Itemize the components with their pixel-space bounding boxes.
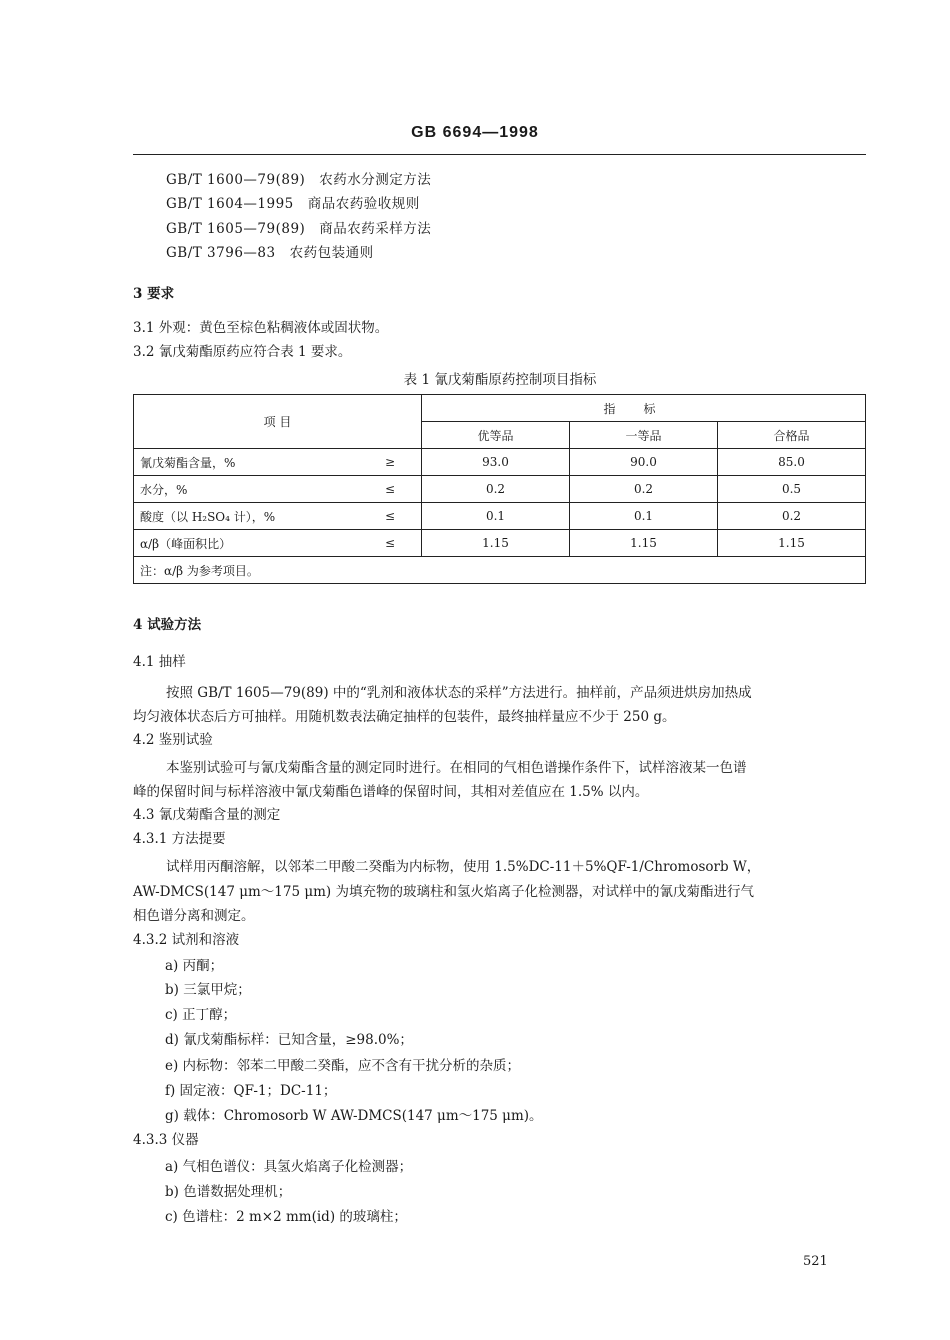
table-row	[134, 449, 866, 476]
section-3-heading: 3 要求	[133, 286, 175, 302]
list-item: e) 内标物：邻苯二甲酸二癸酯，应不含有干扰分析的杂质；	[165, 1058, 521, 1074]
row-name: 水分，%	[134, 476, 360, 503]
reference-title: 农药包装通则	[289, 245, 374, 261]
clause-4-3-3: 4.3.3 仪器	[133, 1132, 199, 1148]
row-symbol: ≤	[359, 530, 422, 557]
clause-4-3: 4.3 氰戊菊酯含量的测定	[133, 807, 281, 823]
row-name: 氰戊菊酯含量，%	[134, 449, 360, 476]
grade-header: 一等品	[570, 422, 718, 449]
list-item: f) 固定液：QF-1；DC-11；	[165, 1083, 337, 1099]
indicator-header: 指标	[422, 395, 866, 422]
row-value: 1.15	[570, 530, 718, 557]
list-item: b) 三氯甲烷；	[165, 982, 251, 998]
reference-title: 商品农药采样方法	[319, 221, 432, 237]
paragraph: AW-DMCS(147 μm～175 μm) 为填充物的玻璃柱和氢火焰离子化检测器，对试样中的氰戊菊酯进行气	[133, 884, 754, 900]
reference-title: 农药水分测定方法	[319, 172, 432, 188]
paragraph: 相色谱分离和测定。	[133, 908, 255, 924]
row-value: 0.2	[570, 476, 718, 503]
reference-code: GB/T 1605—79(89)	[166, 221, 306, 237]
clause-3-1: 3.1 外观：黄色至棕色粘稠液体或固状物。	[133, 320, 389, 336]
row-value: 90.0	[570, 449, 718, 476]
paragraph: 峰的保留时间与标样溶液中氰戊菊酯色谱峰的保留时间，其相对差值应在 1.5% 以内。	[133, 784, 649, 800]
table-row	[134, 476, 866, 503]
list-item: a) 丙酮；	[165, 958, 224, 974]
grade-header: 合格品	[718, 422, 866, 449]
list-item: a) 气相色谱仪：具氢火焰离子化检测器；	[165, 1159, 413, 1175]
row-value: 1.15	[422, 530, 570, 557]
item-header: 项 目	[134, 395, 422, 449]
list-item: b) 色谱数据处理机；	[165, 1184, 292, 1200]
row-value: 0.1	[422, 503, 570, 530]
table-row	[134, 503, 866, 530]
reference-code: GB/T 1600—79(89)	[166, 172, 306, 188]
reference-code: GB/T 1604—1995	[166, 196, 294, 212]
clause-4-1: 4.1 抽样	[133, 654, 186, 670]
reference-item	[166, 243, 374, 263]
paragraph: 均匀液体状态后方可抽样。用随机数表法确定抽样的包装件，最终抽样量应不少于 250 g。	[133, 709, 676, 725]
clause-4-3-2: 4.3.2 试剂和溶液	[133, 932, 240, 948]
list-item: g) 载体：Chromosorb W AW-DMCS(147 μm～175 μm)。	[165, 1108, 543, 1124]
section-4-heading: 4 试验方法	[133, 617, 202, 633]
reference-item	[166, 194, 420, 214]
row-value: 1.15	[718, 530, 866, 557]
table-1	[133, 394, 866, 584]
reference-code: GB/T 3796—83	[166, 245, 276, 261]
clause-4-2: 4.2 鉴别试验	[133, 732, 213, 748]
list-item: c) 色谱柱：2 m×2 mm(id) 的玻璃柱；	[165, 1209, 407, 1225]
table-note: 注：α/β 为参考项目。	[134, 557, 866, 584]
standard-code: GB 6694—1998	[411, 124, 539, 141]
paragraph: 按照 GB/T 1605—79(89) 中的“乳剂和液体状态的采样”方法进行。抽样前，产品须进烘房加热成	[166, 685, 752, 701]
clause-4-3-1: 4.3.1 方法提要	[133, 831, 226, 847]
reference-item	[166, 219, 431, 239]
row-value: 0.2	[718, 503, 866, 530]
table-row	[134, 530, 866, 557]
list-item: c) 正丁醇；	[165, 1007, 237, 1023]
row-value: 85.0	[718, 449, 866, 476]
table-note-row	[134, 557, 866, 584]
row-value: 93.0	[422, 449, 570, 476]
clause-3-2: 3.2 氰戊菊酯原药应符合表 1 要求。	[133, 344, 352, 360]
row-value: 0.5	[718, 476, 866, 503]
row-value: 0.2	[422, 476, 570, 503]
row-name: 酸度（以 H₂SO₄ 计），%	[134, 503, 360, 530]
paragraph: 试样用丙酮溶解，以邻苯二甲酸二癸酯为内标物，使用 1.5%DC-11＋5%QF-1/Chromosorb W，	[166, 859, 761, 875]
row-symbol: ≥	[359, 449, 422, 476]
table-1-caption: 表 1 氰戊菊酯原药控制项目指标	[403, 372, 597, 388]
paragraph: 本鉴别试验可与氰戊菊酯含量的测定同时进行。在相同的气相色谱操作条件下，试样溶液某一色谱	[166, 760, 747, 776]
grade-header: 优等品	[422, 422, 570, 449]
row-value: 0.1	[570, 503, 718, 530]
row-name: α/β（峰面积比）	[134, 530, 360, 557]
reference-item	[166, 170, 431, 190]
row-symbol: ≤	[359, 476, 422, 503]
header-rule	[133, 154, 866, 155]
row-symbol: ≤	[359, 503, 422, 530]
list-item: d) 氰戊菊酯标样：已知含量，≥98.0%；	[165, 1032, 413, 1048]
page-number: 521	[803, 1254, 828, 1269]
reference-title: 商品农药验收规则	[307, 196, 420, 212]
